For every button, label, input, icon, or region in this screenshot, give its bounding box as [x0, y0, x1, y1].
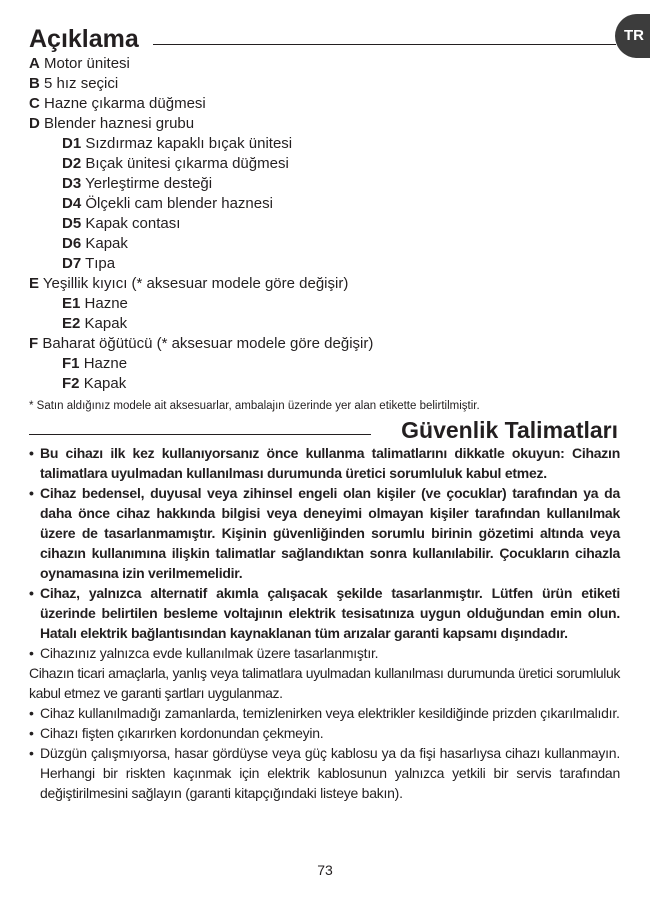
safety-paragraph: [29, 663, 620, 703]
part-key: D1: [62, 135, 82, 152]
safety-text: Cihaz bedensel, duyusal veya zihinsel engeli olan kişiler (ve çocuklar) tarafından ya da daha önce cihaz hakkında bilgisi veya deneyimi olmayan kişiler tarafından kullanılmak üzere de tasarlanmamıştır. Kişinin güvenliğinden sorumlu birinin gözetimi altında veya cihazın kullanımına ilişkin talimatlar sağlandıktan sonra kullanılabilir. Çocukların cihazla oynamasına izin verilmemelidir.: [40, 485, 620, 581]
part-key: F: [29, 335, 39, 352]
part-key: F1: [62, 355, 80, 372]
safety-paragraph: [29, 643, 620, 663]
part-key: E2: [62, 315, 81, 332]
part-label: Blender haznesi grubu: [44, 115, 195, 132]
part-key: D2: [62, 155, 82, 172]
part-key: E1: [62, 295, 81, 312]
bullet: •: [29, 445, 34, 461]
safety-text: Cihazı fişten çıkarırken kordonundan çekmeyin.: [40, 725, 324, 741]
bullet: •: [29, 485, 34, 501]
safety-title-rule: [29, 434, 371, 435]
part-label: Hazne: [84, 295, 128, 312]
title-rule: [153, 44, 616, 45]
safety-text: Cihaz kullanılmadığı zamanlarda, temizlenirken veya elektrikler kesildiğinde prizden çıkarılmalıdır.: [40, 705, 620, 721]
part-item: [29, 334, 629, 354]
part-key: D3: [62, 175, 82, 192]
part-label: Hazne çıkarma düğmesi: [44, 95, 206, 112]
part-label: Sızdırmaz kapaklı bıçak ünitesi: [85, 135, 293, 152]
part-key: D6: [62, 235, 82, 252]
part-item: [29, 94, 629, 114]
part-item: [29, 174, 629, 194]
part-label: Baharat öğütücü (* aksesuar modele göre değişir): [42, 335, 374, 352]
part-key: D4: [62, 195, 82, 212]
safety-paragraph: [29, 443, 620, 483]
part-label: Kapak: [84, 315, 128, 332]
bullet: •: [29, 725, 34, 741]
section-title-aciklama: Açıklama: [29, 25, 139, 53]
part-key: B: [29, 75, 40, 92]
safety-paragraph: [29, 483, 620, 583]
part-label: Kapak: [85, 235, 128, 252]
safety-text: Cihazın ticari amaçlarla, yanlış veya talimatlara uyulmadan kullanılması durumunda üretici sorumluluk kabul etmez ve garanti şartları uygulanmaz.: [29, 665, 620, 701]
part-item: [29, 354, 629, 374]
part-item: [29, 234, 629, 254]
safety-text: Düzgün çalışmıyorsa, hasar gördüyse veya güç kablosu ya da fişi hasarlıysa cihazı kullanmayın. Herhangi bir riskten kaçınmak için elektrik kablosunun yalnızca yetkili bir servis tarafından değiştirilmesini sağlayın (garanti kitapçığındaki listeye bakın).: [40, 745, 620, 801]
bullet: •: [29, 585, 34, 601]
part-item: [29, 74, 629, 94]
part-item: [29, 194, 629, 214]
part-item: [29, 294, 629, 314]
bullet: •: [29, 745, 34, 761]
part-item: [29, 214, 629, 234]
safety-paragraph: [29, 743, 620, 803]
safety-text: Cihazınız yalnızca evde kullanılmak üzere tasarlanmıştır.: [40, 645, 379, 661]
language-badge: TR: [615, 14, 650, 58]
part-key: D: [29, 115, 40, 132]
bullet: •: [29, 705, 34, 721]
part-label: Yeşillik kıyıcı (* aksesuar modele göre değişir): [42, 275, 349, 292]
part-item: [29, 154, 629, 174]
part-item: [29, 54, 629, 74]
part-item: [29, 254, 629, 274]
part-label: Yerleştirme desteği: [85, 175, 213, 192]
part-label: Hazne: [83, 355, 128, 372]
safety-paragraph: [29, 583, 620, 643]
part-key: E: [29, 275, 40, 292]
part-label: Motor ünitesi: [44, 55, 130, 72]
part-item: [29, 134, 629, 154]
part-key: C: [29, 95, 40, 112]
part-key: D5: [62, 215, 82, 232]
part-key: A: [29, 55, 40, 72]
part-label: Bıçak ünitesi çıkarma düğmesi: [85, 155, 289, 172]
part-label: 5 hız seçici: [44, 75, 119, 92]
page-number: 73: [317, 862, 333, 878]
part-item: [29, 374, 629, 394]
part-key: F2: [62, 375, 80, 392]
safety-paragraph: [29, 703, 620, 723]
safety-text: Bu cihazı ilk kez kullanıyorsanız önce kullanma talimatlarını dikkatle okuyun: Cihazın talimatlara uyulmadan kullanılması durumunda üretici sorumluluk kabul etmez.: [40, 445, 620, 481]
section-title-safety: Güvenlik Talimatları: [401, 417, 618, 443]
accessory-footnote: * Satın aldığınız modele ait aksesuarlar, ambalajın üzerinde yer alan etikette belirtilmiştir.: [29, 400, 480, 412]
part-item: [29, 314, 629, 334]
safety-instructions: [29, 443, 620, 803]
bullet: •: [29, 645, 34, 661]
part-item: [29, 114, 629, 134]
part-key: D7: [62, 255, 82, 272]
safety-text: Cihaz, yalnızca alternatif akımla çalışacak şekilde tasarlanmıştır. Lütfen ürün etiketi üzerinde belirtilen besleme voltajının elektrik tesisatınıza uygun olduğundan emin olun. Hatalı elektrik bağlantısından kaynaklanan tüm arızalar garanti kapsamı dışındadır.: [40, 585, 620, 641]
part-item: [29, 274, 629, 294]
part-label: Kapak: [83, 375, 127, 392]
part-label: Kapak contası: [85, 215, 181, 232]
safety-paragraph: [29, 723, 620, 743]
parts-list: [29, 54, 629, 394]
part-label: Ölçekli cam blender haznesi: [85, 195, 273, 212]
part-label: Tıpa: [85, 255, 116, 272]
